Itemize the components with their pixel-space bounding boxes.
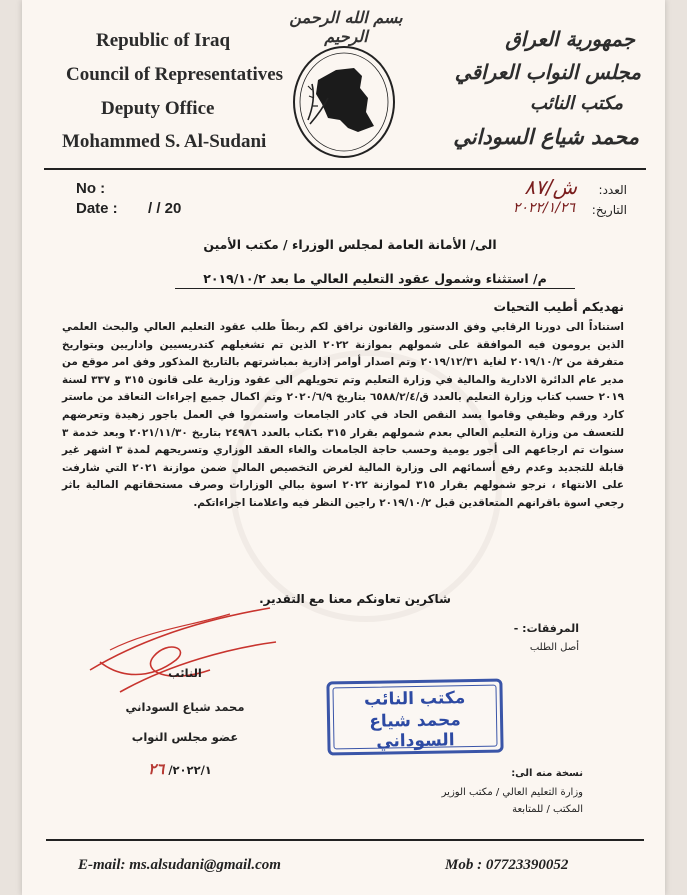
office-stamp xyxy=(326,678,503,755)
addressee: الى/ الأمانة العامة لمجلس الوزراء / مكتب الأمين xyxy=(203,237,497,252)
copies-label: نسخة منه الى: xyxy=(511,768,583,779)
subject-line: م/ استثناء وشمول عقود التعليم العالي ما بعد ٢٠١٩/١٠/٢ xyxy=(175,271,575,289)
closing-thanks: شاكرين تعاونكم معنا مع التقدير. xyxy=(259,592,451,606)
sign-date-hand: ٢٦ xyxy=(148,760,165,778)
copies-line-1: وزارة التعليم العالي / مكتب الوزير xyxy=(441,787,583,798)
signer-role: عضو مجلس النواب xyxy=(131,730,239,744)
footer-email: E-mail: ms.alsudani@gmail.com xyxy=(78,857,281,873)
header-en-line-1: Republic of Iraq xyxy=(96,30,231,51)
signer-name: محمد شياع السوداني xyxy=(125,700,245,714)
ar-no-label: العدد: xyxy=(598,183,627,197)
stamp-line-2: محمد شياع السوداني xyxy=(369,710,462,752)
header-ar-line-2: مجلس النواب العراقي xyxy=(454,60,641,84)
sign-date-printed: ٢٠٢٢/١/ xyxy=(168,763,212,777)
header-ar-line-1: جمهورية العراق xyxy=(505,27,635,51)
footer-divider xyxy=(46,839,644,841)
signer-title: النائب xyxy=(168,666,202,680)
stamp-line-1: مكتب النائب xyxy=(363,688,466,710)
letter-body: استناداً الى دورنا الرقابي وفق الدستور والقانون نرافق لكم ربطاً طلب عقود التعليم العالي والبحث العلمي الذين يرومون فيه الموافقة على شمولهم بموازنة ٢٠٢٢ الذين تم تشغيلهم كتدريسيين واداريين وبتواريخ متفرقة من ٢٠١٩/١٠/٢ لغاية ٢٠١٩/١٢/٣١ وتم اصدار أوامر إدارية بمباشرتهم بالتاريخ المذكور وفق امر موقع من مدير عام الدائرة الادارية والمالية في وزارة التعليم وتم تحويلهم الى عقود وزارية على قانون ٣١٥ و ٣٣٧ لسنة ٢٠١٩ حسب كتاب وزارة التعليم بالعدد ق/٦٥٨٨/٢/٤ بتاريخ ٢٠٢٠/٦/٩ وتم اكمال جميع إجراءات التعاقد من ماستر كارد ورقم وظيفي وقاموا بسد النقص الحاد في كادر الجامعات واستمروا في العمل باجور زهيدة وتعرضهم للتعسف من وزارة التعليم العالي بعدم شمولهم بقرار ٣١٥ بكتاب بالعدد ٢٤٩٨٦ بتاريخ ٢٠٢١/١١/٣٠ وبعد خدمة ٣ سنوات تم ارجاعهم الى أجور يومية وحسب حاجة الجامعات والغاء العقد الوزاري وتسريحهم لمدة ٣ اشهر غير قابلة للتجديد وعدم رفع أسمائهم الى وزارة المالية لغرض التخصيص المالي ضمن موازنة ٢٠٢١ التي شارفت على الانتهاء ، نرجو شمولهم بقرار ٣١٥ لموازنة ٢٠٢٢ اسوة ببالي الوزارات وصرف مستحقاتهم المالية باثر رجعي اسوة باقرانهم المتعاقدين قبل ٢٠١٩/١٠/٢ راجين النظر فيه واعلامنا اجراءاتكم. xyxy=(62,321,625,509)
no-label: No : xyxy=(76,180,106,197)
header-en-line-4: Mohammed S. Al-Sudani xyxy=(62,131,267,152)
copies-line-2: المكتب / للمتابعة xyxy=(512,804,583,815)
header-en-line-3: Deputy Office xyxy=(101,98,215,119)
handwritten-date: ٢٠٢٢/١/٢٦ xyxy=(512,200,575,216)
signature-scribble xyxy=(80,600,280,700)
footer-mobile: Mob : 07723390052 xyxy=(445,857,569,873)
attachments-label: المرفقات: - xyxy=(513,622,579,635)
header-en-line-2: Council of Representatives xyxy=(66,64,284,85)
iraq-map-emblem-icon xyxy=(288,40,400,160)
date-label: Date : xyxy=(76,200,118,217)
date-value-en: / / 20 xyxy=(148,200,182,217)
attachments-item: أصل الطلب xyxy=(529,642,579,653)
ar-date-label: التاريخ: xyxy=(591,203,627,217)
basmala: بسم الله الرحمن الرحيم xyxy=(289,8,403,46)
header-ar-line-3: مكتب النائب xyxy=(529,93,623,114)
header-divider xyxy=(44,168,646,170)
sign-date xyxy=(120,760,240,778)
handwritten-number: ش/٨٧ xyxy=(524,175,577,199)
greeting: نهديكم أطيب التحيات xyxy=(493,299,624,314)
header-ar-line-4: محمد شياع السوداني xyxy=(453,124,639,149)
